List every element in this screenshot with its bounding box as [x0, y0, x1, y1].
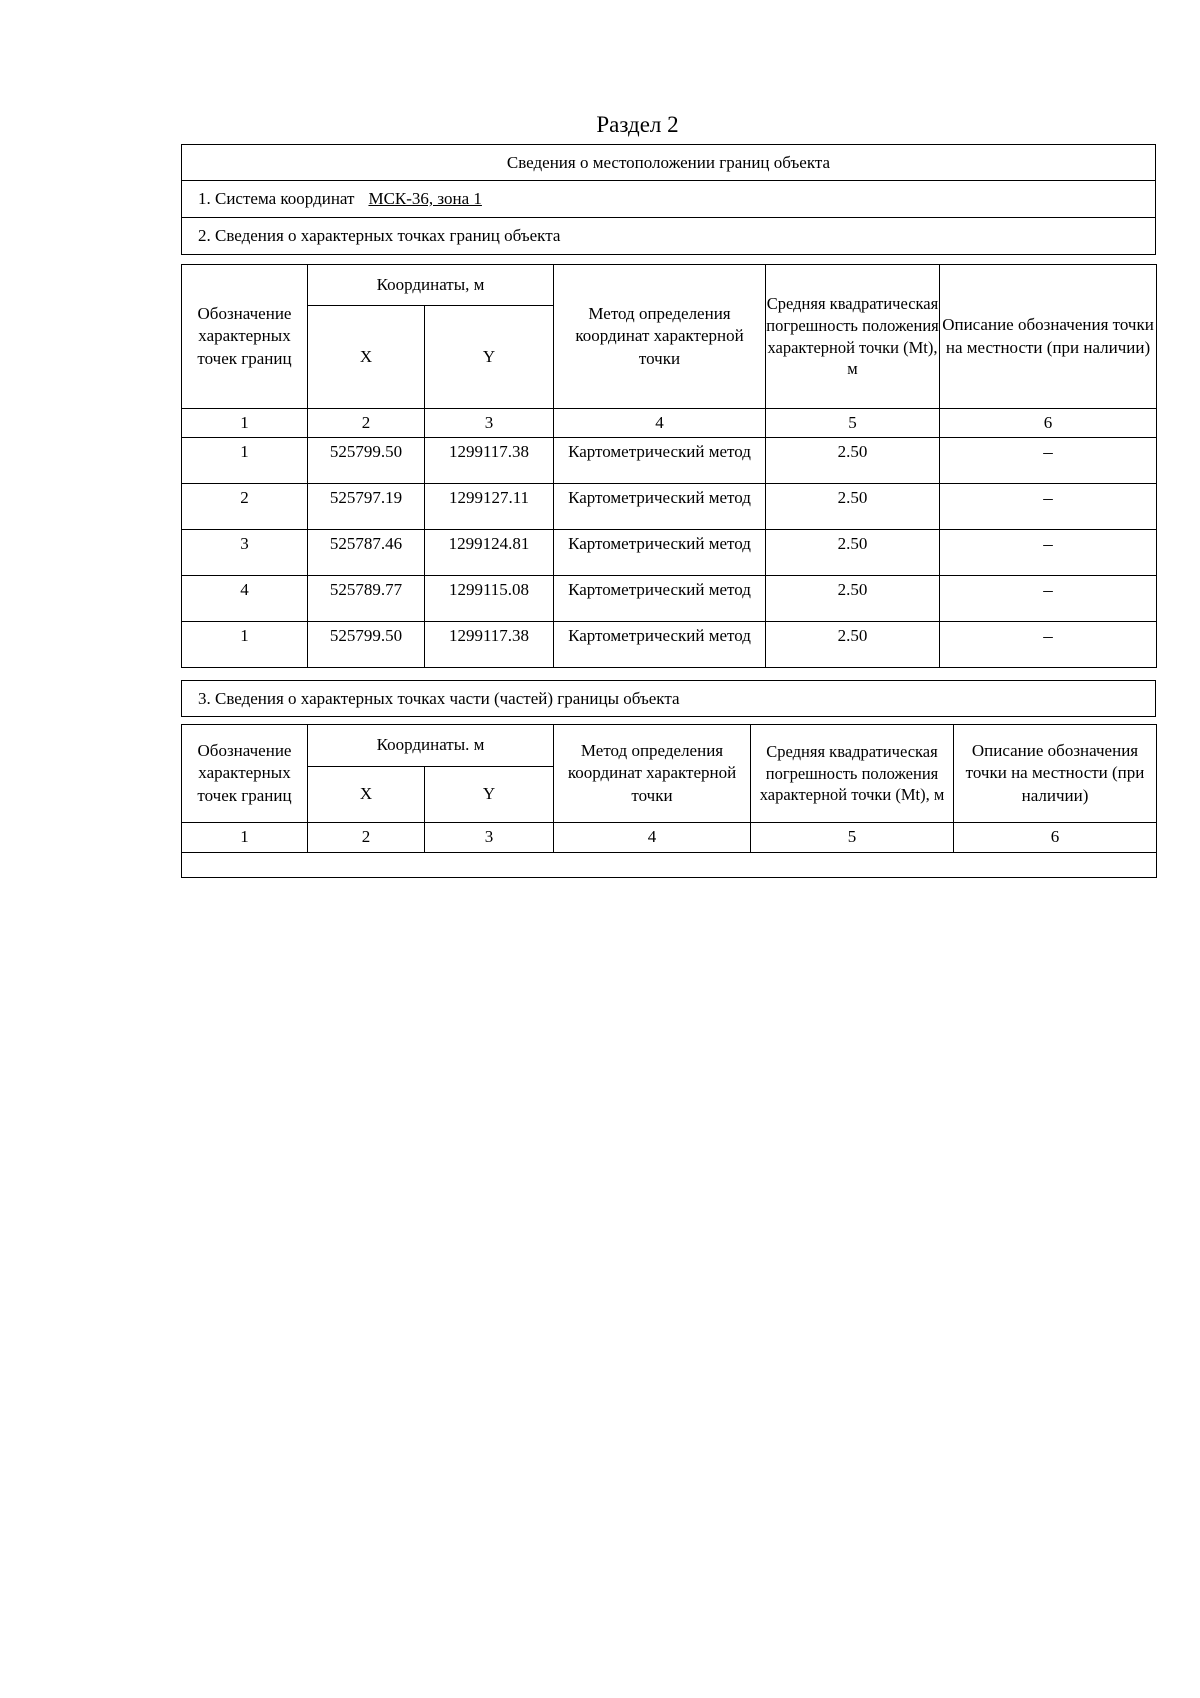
- object-boundaries-header: [181, 144, 1156, 255]
- header-heading: Сведения о местоположении границ объекта: [506, 152, 831, 172]
- point-error: 2.50: [766, 438, 940, 484]
- points-heading: 2. Сведения о характерных точках границ объекта: [198, 226, 561, 245]
- points-heading-row: [182, 218, 1155, 254]
- point-y: 1299124.81: [425, 530, 554, 576]
- column-numbers-row: [182, 823, 1157, 853]
- header-heading-row: [182, 145, 1155, 181]
- header-method: Метод определения координат характерной точки: [554, 265, 766, 409]
- point-x: 525799.50: [308, 438, 425, 484]
- header-description: Описание обозначения точки на местности (при наличии): [954, 725, 1157, 823]
- point-method: Картометрический метод: [554, 438, 766, 484]
- col-number: 6: [940, 409, 1157, 438]
- part-points-table: [181, 724, 1157, 878]
- col-number: 1: [182, 823, 308, 853]
- point-description: –: [940, 622, 1157, 668]
- table-row: [182, 530, 1157, 576]
- col-number: 3: [425, 823, 554, 853]
- header-coordinates: Координаты, м: [308, 265, 554, 306]
- col-number: 4: [554, 823, 751, 853]
- point-method: Картометрический метод: [554, 576, 766, 622]
- point-number: 1: [182, 438, 308, 484]
- header-y: Y: [425, 306, 554, 409]
- point-x: 525789.77: [308, 576, 425, 622]
- point-method: Картометрический метод: [554, 622, 766, 668]
- coordinate-system-row: [182, 181, 1155, 218]
- header-error: Средняя квадратическая погрешность положения характерной точки (Mt), м: [766, 265, 940, 409]
- header-description: Описание обозначения точки на местности (при наличии): [940, 265, 1157, 409]
- point-number: 4: [182, 576, 308, 622]
- point-description: –: [940, 530, 1157, 576]
- col-number: 3: [425, 409, 554, 438]
- point-method: Картометрический метод: [554, 530, 766, 576]
- col-number: 2: [308, 409, 425, 438]
- col-number: 5: [766, 409, 940, 438]
- point-error: 2.50: [766, 622, 940, 668]
- point-description: –: [940, 438, 1157, 484]
- header-method: Метод определения координат характерной точки: [554, 725, 751, 823]
- point-error: 2.50: [766, 484, 940, 530]
- boundary-points-table: [181, 264, 1157, 668]
- section3-heading-row: [182, 681, 1155, 716]
- table-header-row: [182, 725, 1157, 767]
- header-coordinates: Координаты. м: [308, 725, 554, 767]
- header-designation: Обозначение характерных точек границ: [182, 725, 308, 823]
- col-number: 4: [554, 409, 766, 438]
- header-x: X: [308, 306, 425, 409]
- point-y: 1299115.08: [425, 576, 554, 622]
- column-numbers-row: [182, 409, 1157, 438]
- point-error: 2.50: [766, 530, 940, 576]
- col-number: 6: [954, 823, 1157, 853]
- point-x: 525799.50: [308, 622, 425, 668]
- point-y: 1299117.38: [425, 438, 554, 484]
- header-x: X: [308, 767, 425, 823]
- empty-cell: [182, 853, 1157, 878]
- coordinate-system-label: 1. Система координат: [198, 189, 355, 208]
- point-y: 1299127.11: [425, 484, 554, 530]
- empty-row: [182, 853, 1157, 878]
- point-number: 3: [182, 530, 308, 576]
- table-header-row: [182, 265, 1157, 306]
- point-x: 525797.19: [308, 484, 425, 530]
- point-method: Картометрический метод: [554, 484, 766, 530]
- coordinate-system-value: МСК-36, зона 1: [368, 189, 482, 208]
- col-number: 1: [182, 409, 308, 438]
- section-title: Раздел 2: [596, 112, 679, 137]
- header-designation: Обозначение характерных точек границ: [182, 265, 308, 409]
- table-row: [182, 622, 1157, 668]
- part-boundaries-header: [181, 680, 1156, 717]
- point-number: 2: [182, 484, 308, 530]
- point-number: 1: [182, 622, 308, 668]
- point-error: 2.50: [766, 576, 940, 622]
- header-error: Средняя квадратическая погрешность положения характерной точки (Mt), м: [751, 725, 954, 823]
- point-y: 1299117.38: [425, 622, 554, 668]
- point-description: –: [940, 576, 1157, 622]
- point-x: 525787.46: [308, 530, 425, 576]
- header-y: Y: [425, 767, 554, 823]
- table-row: [182, 484, 1157, 530]
- section3-heading: 3. Сведения о характерных точках части (частей) границы объекта: [198, 688, 680, 708]
- col-number: 2: [308, 823, 425, 853]
- col-number: 5: [751, 823, 954, 853]
- point-description: –: [940, 484, 1157, 530]
- table-row: [182, 576, 1157, 622]
- table-row: [182, 438, 1157, 484]
